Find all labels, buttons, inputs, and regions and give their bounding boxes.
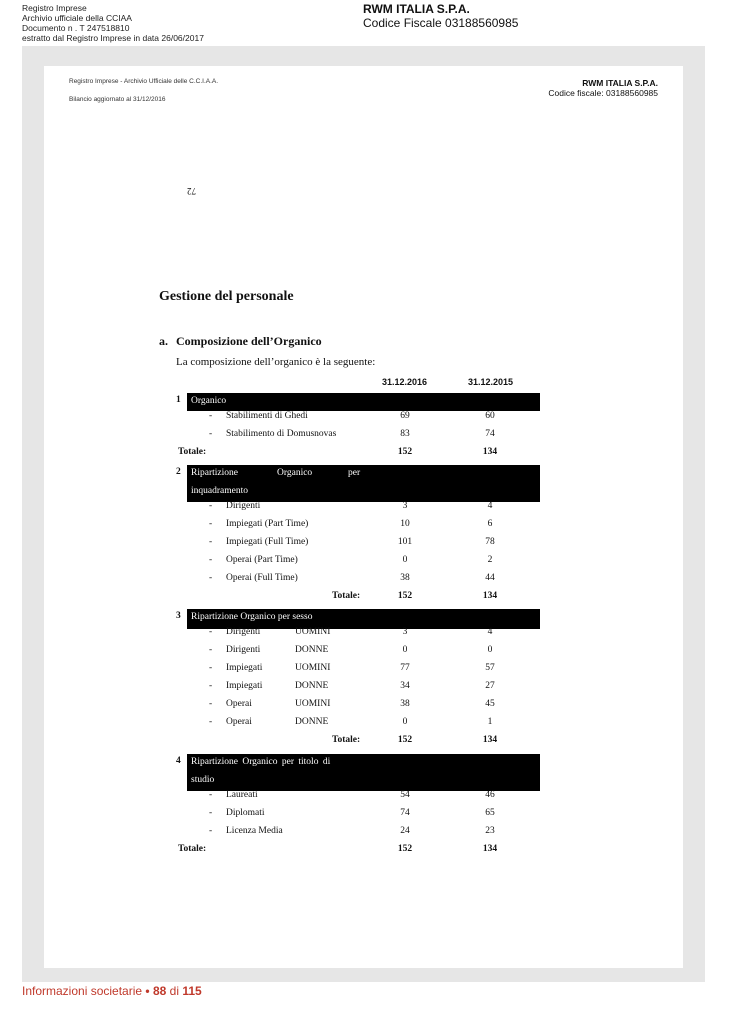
total-value-2015: 134 — [482, 447, 498, 457]
table-row — [0, 573, 735, 589]
row-value-2016: 54 — [400, 790, 410, 800]
row-value-2015: 78 — [485, 537, 495, 547]
row-gender: UOMINI — [295, 699, 331, 709]
group-title-part: Organico — [277, 468, 313, 478]
footer-of: di — [169, 984, 179, 998]
group-title-line2: inquadramento — [191, 486, 248, 496]
row-dash: - — [209, 537, 213, 547]
group-number: 1 — [176, 395, 181, 405]
total-label: Totale: — [178, 447, 207, 457]
total-row — [0, 591, 735, 607]
row-label: Stabilimenti di Ghedi — [226, 411, 308, 421]
row-label: Dirigenti — [226, 627, 261, 637]
row-dash: - — [209, 826, 213, 836]
row-value-2015: 45 — [485, 699, 495, 709]
row-value-2015: 0 — [487, 645, 493, 655]
footer-page-total: 115 — [182, 984, 202, 998]
subsection-letter: a. — [159, 334, 168, 348]
total-value-2016: 152 — [397, 735, 413, 745]
page-footer — [22, 984, 202, 998]
group-number: 4 — [176, 756, 181, 766]
row-value-2016: 10 — [400, 519, 410, 529]
row-label: Impiegati — [226, 681, 263, 691]
total-value-2016: 152 — [397, 591, 413, 601]
group-number: 2 — [176, 467, 181, 477]
group-number: 3 — [176, 611, 181, 621]
table-row — [0, 555, 735, 571]
row-label: Laureati — [226, 790, 258, 800]
row-label: Dirigenti — [226, 645, 261, 655]
table-row — [0, 429, 735, 445]
group-title-part: Ripartizione — [191, 468, 238, 478]
row-value-2016: 69 — [400, 411, 410, 421]
total-value-2016: 152 — [397, 844, 413, 854]
table-row — [0, 717, 735, 733]
row-dash: - — [209, 699, 213, 709]
total-value-2015: 134 — [482, 735, 498, 745]
row-dash: - — [209, 627, 213, 637]
row-value-2016: 3 — [402, 627, 408, 637]
total-row — [0, 447, 735, 463]
group-title: Ripartizione Organico per sesso — [191, 612, 313, 622]
total-value-2015: 134 — [482, 591, 498, 601]
table-row — [0, 537, 735, 553]
total-label: Totale: — [332, 735, 361, 745]
row-label: Operai (Part Time) — [226, 555, 298, 565]
row-label: Dirigenti — [226, 501, 261, 511]
row-dash: - — [209, 717, 213, 727]
column-header-2016: 31.12.2016 — [382, 377, 428, 387]
row-dash: - — [209, 411, 213, 421]
total-value-2015: 134 — [482, 844, 498, 854]
company-name: RWM ITALIA S.P.A. — [363, 2, 470, 16]
row-value-2015: 4 — [487, 501, 493, 511]
table-row — [0, 681, 735, 697]
row-dash: - — [209, 573, 213, 583]
table-row — [0, 808, 735, 824]
section-title: Gestione del personale — [159, 289, 294, 304]
row-value-2016: 38 — [400, 573, 410, 583]
row-label: Diplomati — [226, 808, 265, 818]
table-row — [0, 826, 735, 842]
row-value-2016: 101 — [397, 537, 413, 547]
row-value-2015: 60 — [485, 411, 495, 421]
sheet-company-block — [548, 78, 658, 98]
row-gender: DONNE — [295, 645, 329, 655]
row-gender: UOMINI — [295, 627, 331, 637]
page-number-mark: 72 — [187, 186, 196, 196]
registry-line: Documento n . T 247518810 — [22, 23, 130, 33]
intro-text: La composizione dell’organico è la seguente: — [176, 356, 376, 368]
footer-page-number: 88 — [152, 984, 167, 998]
table-row — [0, 699, 735, 715]
total-label: Totale: — [178, 844, 207, 854]
registry-line: Registro Imprese — [22, 3, 87, 13]
row-label: Operai (Full Time) — [226, 573, 298, 583]
row-gender: DONNE — [295, 717, 329, 727]
row-value-2015: 23 — [485, 826, 495, 836]
group-title-part: per — [348, 468, 361, 478]
row-value-2016: 0 — [402, 717, 408, 727]
sheet-fiscal-code: Codice fiscale: 03188560985 — [548, 88, 658, 98]
footer-bullet: • — [145, 984, 150, 998]
row-gender: DONNE — [295, 681, 329, 691]
group-title: Organico — [191, 396, 227, 406]
row-label: Impiegati — [226, 663, 263, 673]
row-label: Impiegati (Full Time) — [226, 537, 309, 547]
row-gender: UOMINI — [295, 663, 331, 673]
row-label: Stabilimento di Domusnovas — [226, 429, 337, 439]
row-value-2016: 38 — [400, 699, 410, 709]
row-dash: - — [209, 555, 213, 565]
registry-line: Archivio ufficiale della CCIAA — [22, 13, 132, 23]
row-dash: - — [209, 681, 213, 691]
group-title-line2: studio — [191, 775, 215, 785]
row-value-2015: 74 — [485, 429, 495, 439]
group-title-line1: Ripartizione Organico per titolo di — [191, 757, 331, 767]
row-label: Impiegati (Part Time) — [226, 519, 309, 529]
row-label: Operai — [226, 699, 252, 709]
row-dash: - — [209, 790, 213, 800]
subsection-title: Composizione dell’Organico — [176, 334, 322, 348]
row-dash: - — [209, 429, 213, 439]
registry-line: estratto dal Registro Imprese in data 26/06/2017 — [22, 33, 204, 43]
table-row — [0, 627, 735, 643]
row-value-2016: 83 — [400, 429, 410, 439]
row-value-2015: 4 — [487, 627, 493, 637]
row-value-2015: 46 — [485, 790, 495, 800]
table-row — [0, 645, 735, 661]
table-row — [0, 790, 735, 806]
row-value-2016: 34 — [400, 681, 410, 691]
row-value-2016: 74 — [400, 808, 410, 818]
row-value-2016: 77 — [400, 663, 410, 673]
table-row — [0, 501, 735, 517]
column-header-2015: 31.12.2015 — [468, 377, 514, 387]
total-row — [0, 735, 735, 751]
row-value-2015: 27 — [485, 681, 495, 691]
group-header-bar — [187, 465, 540, 502]
sheet-registry-line: Registro Imprese - Archivio Ufficiale delle C.C.I.A.A. — [69, 78, 219, 85]
row-value-2015: 2 — [487, 555, 493, 565]
fiscal-code: Codice Fiscale 03188560985 — [363, 16, 519, 30]
footer-label: Informazioni societarie — [22, 984, 143, 998]
row-value-2016: 3 — [402, 501, 408, 511]
row-value-2015: 1 — [487, 717, 493, 727]
company-header — [363, 3, 518, 30]
row-dash: - — [209, 519, 213, 529]
sheet-company-name: RWM ITALIA S.P.A. — [582, 78, 658, 88]
table-row — [0, 411, 735, 427]
row-value-2016: 24 — [400, 826, 410, 836]
row-value-2015: 6 — [487, 519, 493, 529]
row-dash: - — [209, 501, 213, 511]
row-label: Licenza Media — [226, 826, 283, 836]
total-row — [0, 844, 735, 860]
row-dash: - — [209, 808, 213, 818]
row-value-2016: 0 — [402, 645, 408, 655]
row-label: Operai — [226, 717, 252, 727]
row-value-2015: 57 — [485, 663, 495, 673]
table-row — [0, 663, 735, 679]
row-dash: - — [209, 663, 213, 673]
row-value-2016: 0 — [402, 555, 408, 565]
registry-header — [22, 3, 204, 43]
row-value-2015: 65 — [485, 808, 495, 818]
sheet-balance-line: Bilancio aggiornato al 31/12/2016 — [69, 96, 166, 103]
row-value-2015: 44 — [485, 573, 495, 583]
table-row — [0, 519, 735, 535]
total-value-2016: 152 — [397, 447, 413, 457]
total-label: Totale: — [332, 591, 361, 601]
row-dash: - — [209, 645, 213, 655]
group-header-bar — [187, 393, 540, 411]
